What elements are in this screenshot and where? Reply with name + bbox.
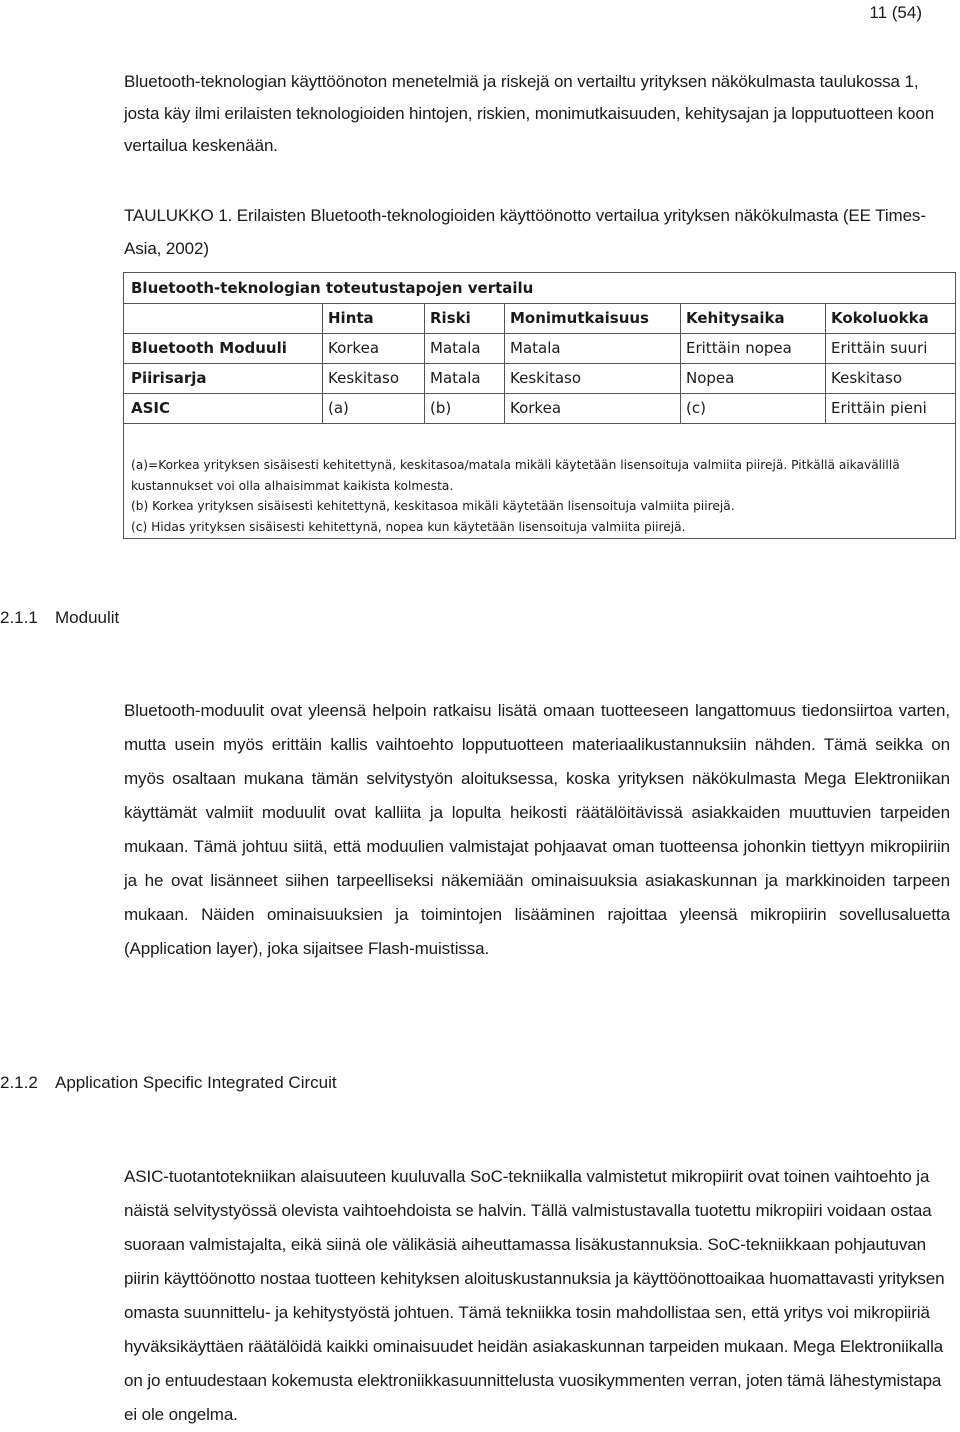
section-number: 2.1.1	[0, 608, 38, 627]
intro-paragraph: Bluetooth-teknologian käyttöönoton menetelmiä ja riskejä on vertailtu yrityksen näkökulmasta taulukossa 1, josta käy ilmi erilaisten teknologioiden hintojen, riskien, monimutkaisuuden, kehitysajan ja lopputuotteen koon vertailua keskenään.	[124, 72, 935, 155]
table-cell: Korkea	[504, 393, 680, 423]
table-cell: Erittäin pieni	[825, 393, 956, 423]
comparison-table	[123, 272, 956, 539]
table-note: (c) Hidas yrityksen sisäisesti kehitettynä, nopea kun käytetään lisensoituja valmiita piirejä.	[131, 519, 686, 534]
table-cell: Matala	[424, 363, 504, 393]
table-row	[124, 333, 955, 364]
table-header-cell: Monimutkaisuus	[504, 303, 680, 333]
table-note: (a)=Korkea yrityksen sisäisesti kehitettynä, keskitasoa/matala mikäli käytetään lisensoituja valmiita piirejä. Pitkällä aikavälillä kustannukset voi olla alhaisimmat kaikista kolmesta.	[131, 458, 900, 493]
table-cell: Keskitaso	[504, 363, 680, 393]
section-heading-asic	[0, 1073, 337, 1093]
section-moduulit-paragraph: Bluetooth-moduulit ovat yleensä helpoin ratkaisu lisätä omaan tuotteeseen langattomuus tiedonsiirtoa varten, mutta usein myös erittäin kallis vaihtoehto lopputuotteen materiaalikustannuksiin nähden. Tämä seikka on myös osaltaan mukana tämän selvitystyön aloituksessa, koska yrityksen näkökulmasta Mega Elektroniikan käyttämät valmiit moduulit ovat kalliita ja lopulta heikosti räätälöitävissä asiakkaiden muuttuvien tarpeiden mukaan. Tämä johtuu siitä, että moduulien valmistajat pohjaavat oman tuotteensa johonkin tiettyyn mikropiiriin ja he ovat lisänneet siihen tarpeelliseksi näkemiään ominaisuuksia asiakaskunnan ja markkinoiden tarpeen mukaan. Näiden ominaisuuksien ja toimintojen lisääminen rajoittaa yleensä mikropiirin sovellusaluetta (Application layer), joka sijaitsee Flash-muistissa.	[124, 701, 950, 958]
table-caption-label: TAULUKKO 1.	[124, 206, 233, 225]
table-cell: Erittäin suuri	[825, 333, 956, 363]
section-heading-moduulit	[0, 608, 119, 628]
table-header-cell: Riski	[424, 303, 504, 333]
section-title: Application Specific Integrated Circuit	[55, 1073, 337, 1092]
table-note: (b) Korkea yrityksen sisäisesti kehitettynä, keskitasoa mikäli käytetään lisensoituja valmiita piirejä.	[131, 499, 735, 513]
table-row-label: Piirisarja	[131, 369, 207, 387]
table-caption-text: Erilaisten Bluetooth-teknologioiden käyttöönotto vertailua yrityksen näkökulmasta (EE Times-Asia, 2002)	[124, 206, 926, 258]
table-cell: Nopea	[680, 363, 825, 393]
table-cell: (b)	[424, 393, 504, 423]
table-row-label: ASIC	[131, 399, 171, 417]
table-row	[124, 363, 955, 394]
table-cell: Keskitaso	[825, 363, 956, 393]
table-cell: Keskitaso	[322, 363, 424, 393]
table-row	[124, 393, 955, 424]
table-cell: (a)	[322, 393, 424, 423]
page-number: 11 (54)	[869, 3, 922, 22]
section-asic-paragraph: ASIC-tuotantotekniikan alaisuuteen kuuluvalla SoC-tekniikalla valmistetut mikropiirit ovat toinen vaihtoehto ja näistä selvitystyössä olevista vaihtoehdoista se halvin. Tällä valmistustavalla tuotettu mikropiiri voidaan ostaa suoraan valmistajalta, eikä siinä ole välikäsiä aiheuttamassa lisäkustannuksia. SoC-tekniikkaan pohjautuvan piirin käyttöönotto nostaa tuotteen kehityksen aloituskustannuksia ja käyttöönottoaikaa huomattavasti yrityksen omasta suunnittelu- ja kehitystyöstä johtuen. Tämä tekniikka tosin mahdollistaa sen, että yritys voi mikropiiriä hyväksikäyttäen räätälöidä kaikki ominaisuudet heidän asiakaskunnan tarpeiden mukaan. Mega Elektroniikalla on jo entuudestaan kokemusta elektroniikkasuunnittelusta vuosikymmenten verran, joten tämä lähestymistapa ei ole ongelma.	[124, 1167, 945, 1424]
table-header-cell	[124, 303, 322, 333]
section-number: 2.1.2	[0, 1073, 38, 1092]
section-title: Moduulit	[55, 608, 120, 627]
table-row-label: Bluetooth Moduuli	[131, 339, 287, 357]
table-cell: Matala	[504, 333, 680, 363]
table-header-cell: Hinta	[322, 303, 424, 333]
table-cell: Erittäin nopea	[680, 333, 825, 363]
table-cell: Matala	[424, 333, 504, 363]
table-cell: (c)	[680, 393, 825, 423]
table-header-row	[124, 303, 955, 334]
table-notes	[131, 455, 949, 537]
table-header-cell: Kehitysaika	[680, 303, 825, 333]
table-cell: Korkea	[322, 333, 424, 363]
table-header-cell: Kokoluokka	[825, 303, 956, 333]
table-caption	[124, 199, 950, 265]
table-title: Bluetooth-teknologian toteutustapojen vertailu	[124, 273, 955, 304]
